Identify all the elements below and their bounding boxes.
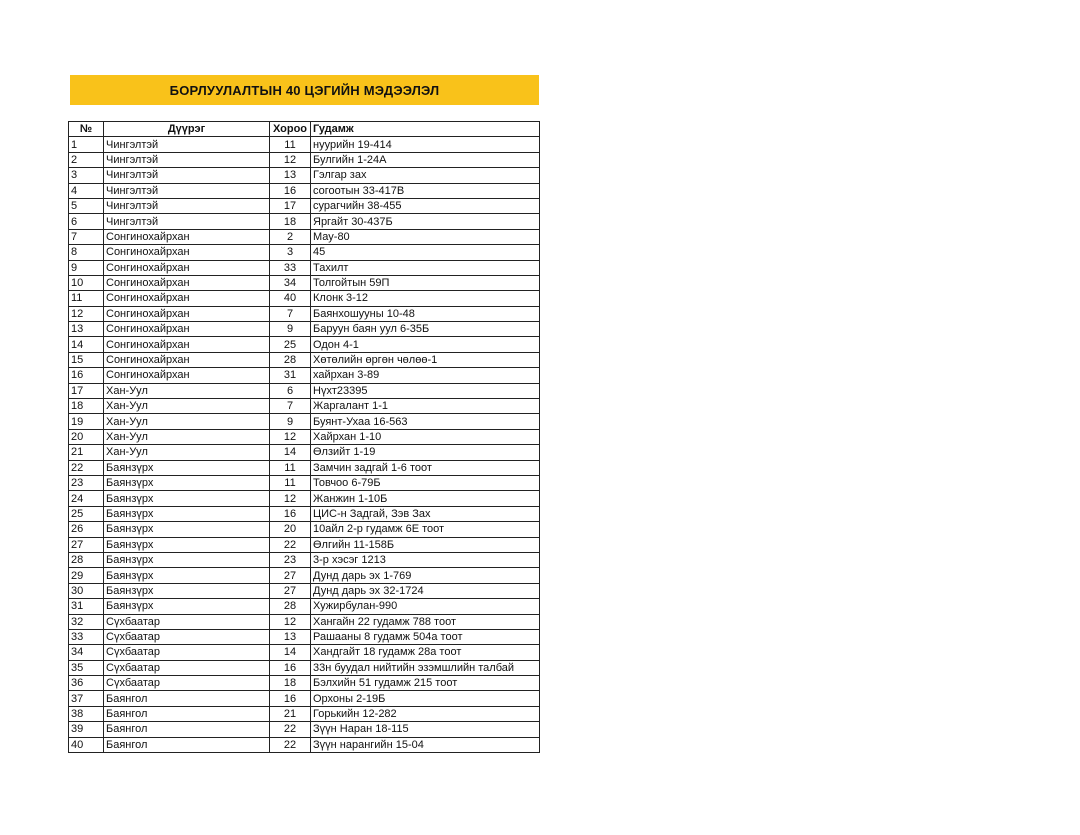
cell-district: Сонгинохайрхан [104,352,270,367]
cell-no: 23 [69,475,104,490]
cell-street: Баянхошууны 10-48 [311,306,540,321]
cell-khoroo: 11 [270,475,311,490]
cell-district: Баянгол [104,706,270,721]
cell-no: 11 [69,291,104,306]
table-row [69,168,540,183]
cell-khoroo: 12 [270,614,311,629]
cell-street: 3-р хэсэг 1213 [311,552,540,567]
table-body [69,137,540,753]
cell-khoroo: 16 [270,660,311,675]
cell-street: Дунд дарь эх 32-1724 [311,583,540,598]
table-row [69,245,540,260]
cell-khoroo: 22 [270,737,311,752]
cell-no: 40 [69,737,104,752]
cell-district: Баянгол [104,691,270,706]
table-header-row [69,122,540,137]
cell-district: Баянзүрх [104,599,270,614]
cell-street: ЦИС-н Задгай, Зэв Зах [311,506,540,521]
cell-district: Чингэлтэй [104,152,270,167]
cell-no: 2 [69,152,104,167]
cell-khoroo: 3 [270,245,311,260]
cell-no: 39 [69,722,104,737]
cell-no: 1 [69,137,104,152]
cell-khoroo: 12 [270,491,311,506]
cell-no: 24 [69,491,104,506]
cell-street: хайрхан 3-89 [311,368,540,383]
table-row [69,676,540,691]
table-row [69,722,540,737]
cell-no: 32 [69,614,104,629]
cell-district: Хан-Уул [104,429,270,444]
cell-khoroo: 40 [270,291,311,306]
cell-no: 16 [69,368,104,383]
cell-no: 17 [69,383,104,398]
table-row [69,583,540,598]
cell-khoroo: 17 [270,198,311,213]
cell-district: Сонгинохайрхан [104,337,270,352]
cell-street: Нүхт23395 [311,383,540,398]
cell-district: Сонгинохайрхан [104,306,270,321]
table-row [69,537,540,552]
table-row [69,414,540,429]
cell-no: 33 [69,629,104,644]
cell-district: Чингэлтэй [104,198,270,213]
cell-khoroo: 16 [270,691,311,706]
cell-street: Рашааны 8 гудамж 504а тоот [311,629,540,644]
cell-khoroo: 16 [270,183,311,198]
table-row [69,645,540,660]
table-row [69,383,540,398]
table-row [69,306,540,321]
cell-street: Буянт-Ухаа 16-563 [311,414,540,429]
cell-street: 45 [311,245,540,260]
cell-no: 6 [69,214,104,229]
cell-district: Сонгинохайрхан [104,229,270,244]
cell-khoroo: 27 [270,583,311,598]
cell-street: Яргайт 30-437Б [311,214,540,229]
cell-khoroo: 7 [270,399,311,414]
cell-district: Хан-Уул [104,414,270,429]
cell-district: Сүхбаатар [104,629,270,644]
cell-district: Сонгинохайрхан [104,275,270,290]
cell-no: 25 [69,506,104,521]
cell-khoroo: 14 [270,445,311,460]
cell-street: Орхоны 2-19Б [311,691,540,706]
table-row [69,214,540,229]
table-row [69,352,540,367]
table-row [69,460,540,475]
cell-street: Баруун баян уул 6-35Б [311,322,540,337]
cell-district: Чингэлтэй [104,183,270,198]
cell-no: 4 [69,183,104,198]
cell-khoroo: 16 [270,506,311,521]
cell-no: 36 [69,676,104,691]
cell-street: Замчин задгай 1-6 тоот [311,460,540,475]
cell-no: 5 [69,198,104,213]
cell-district: Сонгинохайрхан [104,322,270,337]
cell-street: согоотын 33-417В [311,183,540,198]
cell-khoroo: 12 [270,429,311,444]
cell-street: сурагчийн 38-455 [311,198,540,213]
cell-street: Хайрхан 1-10 [311,429,540,444]
cell-street: Горькийн 12-282 [311,706,540,721]
cell-no: 8 [69,245,104,260]
cell-street: Хангайн 22 гудамж 788 тоот [311,614,540,629]
table-row [69,275,540,290]
sales-points-table [68,121,540,753]
cell-street: Клонк 3-12 [311,291,540,306]
table-row [69,337,540,352]
cell-no: 37 [69,691,104,706]
column-header-no: № [69,122,104,137]
table-row [69,691,540,706]
cell-no: 14 [69,337,104,352]
column-header-street: Гудамж [311,122,540,137]
cell-no: 20 [69,429,104,444]
cell-no: 10 [69,275,104,290]
cell-no: 9 [69,260,104,275]
table-row [69,229,540,244]
cell-khoroo: 2 [270,229,311,244]
cell-district: Баянгол [104,737,270,752]
cell-street: Толгойтын 59П [311,275,540,290]
table-row [69,491,540,506]
cell-khoroo: 22 [270,722,311,737]
cell-district: Баянзүрх [104,491,270,506]
cell-khoroo: 13 [270,629,311,644]
cell-district: Баянзүрх [104,460,270,475]
table-row [69,445,540,460]
cell-district: Сонгинохайрхан [104,291,270,306]
table-row [69,506,540,521]
cell-district: Хан-Уул [104,445,270,460]
cell-no: 12 [69,306,104,321]
table-row [69,368,540,383]
table-row [69,475,540,490]
cell-no: 29 [69,568,104,583]
cell-district: Баянзүрх [104,506,270,521]
cell-khoroo: 6 [270,383,311,398]
cell-khoroo: 22 [270,537,311,552]
cell-khoroo: 11 [270,137,311,152]
cell-no: 19 [69,414,104,429]
cell-no: 13 [69,322,104,337]
cell-street: 10айл 2-р гудамж 6Е тоот [311,522,540,537]
cell-street: нуурийн 19-414 [311,137,540,152]
cell-district: Баянгол [104,722,270,737]
cell-district: Чингэлтэй [104,214,270,229]
column-header-district: Дүүрэг [104,122,270,137]
cell-district: Хан-Уул [104,399,270,414]
cell-district: Хан-Уул [104,383,270,398]
cell-khoroo: 25 [270,337,311,352]
cell-no: 18 [69,399,104,414]
cell-khoroo: 28 [270,599,311,614]
cell-district: Сонгинохайрхан [104,368,270,383]
cell-no: 27 [69,537,104,552]
cell-khoroo: 34 [270,275,311,290]
table-row [69,629,540,644]
cell-street: Өлзийт 1-19 [311,445,540,460]
cell-street: Гэлгар зах [311,168,540,183]
cell-no: 35 [69,660,104,675]
cell-street: Хөтөлийн өргөн чөлөө-1 [311,352,540,367]
cell-khoroo: 31 [270,368,311,383]
cell-khoroo: 12 [270,152,311,167]
cell-khoroo: 27 [270,568,311,583]
table-row [69,737,540,752]
cell-street: Тахилт [311,260,540,275]
table-row [69,614,540,629]
cell-street: Хандгайт 18 гудамж 28а тоот [311,645,540,660]
cell-street: Хужирбулан-990 [311,599,540,614]
cell-district: Сүхбаатар [104,614,270,629]
table-row [69,291,540,306]
cell-district: Сүхбаатар [104,645,270,660]
cell-khoroo: 18 [270,214,311,229]
cell-no: 34 [69,645,104,660]
table-row [69,322,540,337]
cell-street: Бэлхийн 51 гудамж 215 тоот [311,676,540,691]
cell-district: Сүхбаатар [104,660,270,675]
cell-street: Зүүн Наран 18-115 [311,722,540,737]
cell-district: Баянзүрх [104,552,270,567]
cell-street: Одон 4-1 [311,337,540,352]
cell-street: Зүүн нарангийн 15-04 [311,737,540,752]
table-row [69,522,540,537]
table-row [69,429,540,444]
cell-khoroo: 7 [270,306,311,321]
cell-district: Баянзүрх [104,537,270,552]
cell-no: 26 [69,522,104,537]
cell-district: Баянзүрх [104,583,270,598]
cell-no: 22 [69,460,104,475]
table-row [69,706,540,721]
cell-khoroo: 20 [270,522,311,537]
table-row [69,137,540,152]
cell-street: Товчоо 6-79Б [311,475,540,490]
table-row [69,152,540,167]
cell-khoroo: 18 [270,676,311,691]
table-row [69,183,540,198]
cell-khoroo: 11 [270,460,311,475]
cell-khoroo: 28 [270,352,311,367]
cell-district: Баянзүрх [104,522,270,537]
table-row [69,552,540,567]
cell-no: 38 [69,706,104,721]
column-header-khoroo: Хороо [270,122,311,137]
cell-khoroo: 21 [270,706,311,721]
cell-district: Баянзүрх [104,568,270,583]
cell-khoroo: 13 [270,168,311,183]
table-row [69,260,540,275]
cell-no: 28 [69,552,104,567]
table-row [69,599,540,614]
cell-district: Сүхбаатар [104,676,270,691]
cell-no: 31 [69,599,104,614]
cell-district: Чингэлтэй [104,137,270,152]
cell-no: 21 [69,445,104,460]
cell-district: Чингэлтэй [104,168,270,183]
cell-no: 30 [69,583,104,598]
table-row [69,568,540,583]
cell-khoroo: 9 [270,414,311,429]
cell-street: Өлгийн 11-158Б [311,537,540,552]
cell-district: Сонгинохайрхан [104,260,270,275]
table-row [69,660,540,675]
cell-street: Мау-80 [311,229,540,244]
table-row [69,399,540,414]
cell-khoroo: 23 [270,552,311,567]
cell-street: Жаргалант 1-1 [311,399,540,414]
cell-no: 7 [69,229,104,244]
cell-district: Баянзүрх [104,475,270,490]
cell-street: Дунд дарь эх 1-769 [311,568,540,583]
cell-khoroo: 14 [270,645,311,660]
cell-khoroo: 9 [270,322,311,337]
cell-district: Сонгинохайрхан [104,245,270,260]
cell-street: Жанжин 1-10Б [311,491,540,506]
cell-no: 15 [69,352,104,367]
cell-street: 33н буудал нийтийн эзэмшлийн талбай [311,660,540,675]
cell-no: 3 [69,168,104,183]
cell-khoroo: 33 [270,260,311,275]
page-title: БОРЛУУЛАЛТЫН 40 ЦЭГИЙН МЭДЭЭЛЭЛ [70,75,539,105]
table-row [69,198,540,213]
cell-street: Булгийн 1-24А [311,152,540,167]
